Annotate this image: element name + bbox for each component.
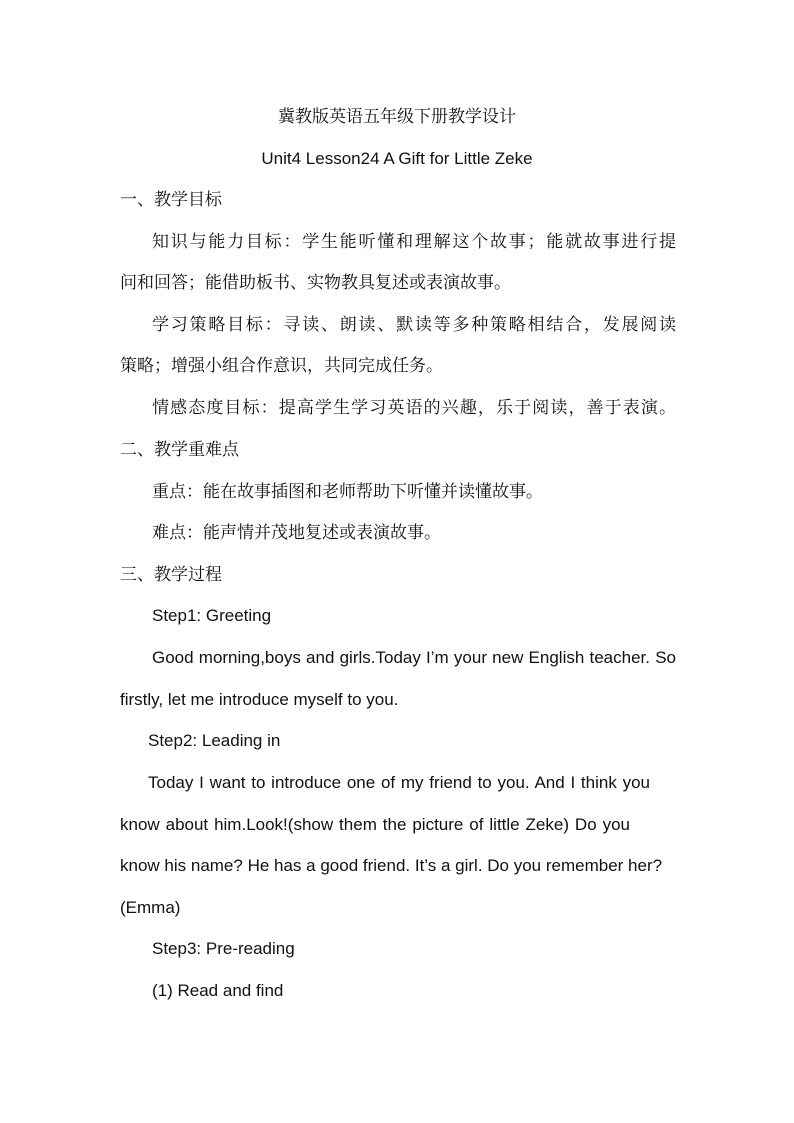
step1-heading: Step1: Greeting xyxy=(152,606,272,625)
step3-heading: Step3: Pre-reading xyxy=(152,939,295,958)
step1-text-line2: firstly, let me introduce myself to you. xyxy=(120,690,399,709)
step2-heading: Step2: Leading in xyxy=(148,731,281,750)
objective-strategy-line1: 学习策略目标：寻读、朗读、默读等多种策略相结合，发展阅读 xyxy=(152,315,676,334)
step2-text-line2: know about him.Look!(show them the picture of little Zeke) Do you xyxy=(120,815,630,834)
step2-text-line3: know his name? He has a good friend. It’s a girl. Do you remember her? xyxy=(120,856,663,875)
step3-item1: (1) Read and find xyxy=(152,981,284,1000)
objective-strategy-line2: 策略；增强小组合作意识，共同完成任务。 xyxy=(120,356,443,375)
section-heading-key-points: 二、教学重难点 xyxy=(120,440,239,459)
page-title: 冀教版英语五年级下册教学设计 xyxy=(278,107,516,126)
objective-emotion: 情感态度目标：提高学生学习英语的兴趣，乐于阅读，善于表演。 xyxy=(152,398,676,417)
objective-knowledge-line2: 问和回答；能借助板书、实物教具复述或表演故事。 xyxy=(120,273,511,292)
key-point: 重点：能在故事插图和老师帮助下听懂并读懂故事。 xyxy=(152,482,543,501)
objective-knowledge-line1: 知识与能力目标：学生能听懂和理解这个故事；能就故事进行提 xyxy=(152,232,676,251)
section-heading-objectives: 一、教学目标 xyxy=(120,190,222,209)
step1-text-line1: Good morning,boys and girls.Today I’m your new English teacher. So xyxy=(152,648,676,667)
step2-text-line4: (Emma) xyxy=(120,898,181,917)
section-heading-process: 三、教学过程 xyxy=(120,565,222,584)
difficult-point: 难点：能声情并茂地复述或表演故事。 xyxy=(152,523,441,542)
page-subtitle: Unit4 Lesson24 A Gift for Little Zeke xyxy=(261,149,533,168)
step2-text-line1: Today I want to introduce one of my friend to you. And I think you xyxy=(148,773,650,792)
